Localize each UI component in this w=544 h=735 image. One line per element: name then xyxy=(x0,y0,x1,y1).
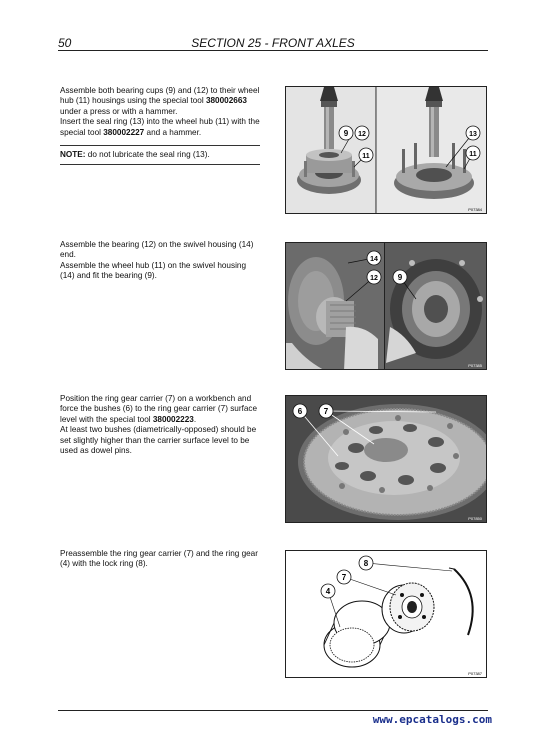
callout-7 xyxy=(319,404,333,418)
note-text: do not lubricate the seal ring (13). xyxy=(85,150,210,159)
instruction-paragraph xyxy=(60,86,260,117)
step-1-note xyxy=(60,150,260,160)
instruction-text: Insert the seal ring (13) into the wheel hub (11) with the special tool xyxy=(60,117,260,137)
figure-ring-gear-assembly xyxy=(285,550,487,678)
svg-text:11: 11 xyxy=(362,153,370,160)
section-title: SECTION 25 - FRONT AXLES xyxy=(191,36,355,50)
page-number: 50 xyxy=(58,36,72,50)
step-2-text xyxy=(60,240,260,282)
svg-text:7: 7 xyxy=(341,573,347,582)
instruction-text: Assemble the bearing (12) on the swivel housing (14) end. xyxy=(60,240,254,260)
svg-text:11: 11 xyxy=(469,151,477,158)
svg-text:4: 4 xyxy=(325,587,331,596)
svg-text:13: 13 xyxy=(469,131,477,138)
instruction-text: Position the ring gear carrier (7) on a workbench and force the bushes (6) to the ring gear carrier (7) surface level with the special tool xyxy=(60,394,258,424)
instruction-text: under a press or with a hammer. xyxy=(60,106,178,116)
svg-text:8: 8 xyxy=(363,559,369,568)
figure-ref-code: P07385 xyxy=(468,363,482,368)
instruction-paragraph xyxy=(60,117,260,138)
instruction-paragraph xyxy=(60,240,260,261)
callout-12 xyxy=(367,270,381,284)
svg-text:12: 12 xyxy=(358,131,366,138)
callout-7 xyxy=(337,570,351,584)
callout-6 xyxy=(293,404,307,418)
instruction-text: . xyxy=(193,414,197,424)
figure-wheel-hub xyxy=(285,242,487,370)
page-header xyxy=(58,36,488,50)
instruction-text: At least two bushes (diametrically-opposed) should be set slightly higher than the carrier surface level to be used as dowel pins. xyxy=(60,425,257,456)
step-1-text xyxy=(60,86,260,138)
note-label: NOTE: xyxy=(60,150,86,159)
instruction-paragraph xyxy=(60,425,260,456)
instruction-text: Assemble the wheel hub (11) on the swivel housing (14) and fit the bearing (9). xyxy=(60,260,246,281)
svg-text:14: 14 xyxy=(370,256,378,263)
tool-part-number: 380002227 xyxy=(103,127,145,137)
callout-12 xyxy=(355,126,369,140)
instruction-text: Assemble both bearing cups (9) and (12) to their wheel hub (11) housings using the special tool xyxy=(60,86,260,106)
figure-ref-code: P07387 xyxy=(468,671,482,676)
svg-text:7: 7 xyxy=(323,407,329,416)
svg-text:9: 9 xyxy=(397,273,403,282)
callout-14 xyxy=(367,251,381,265)
footer-website-link[interactable]: www.epcatalogs.com xyxy=(372,713,492,726)
figure-ring-gear-carrier xyxy=(285,395,487,523)
step-4-text xyxy=(60,549,260,570)
instruction-text: and a hammer. xyxy=(144,127,202,137)
figure-ref-code: P07384 xyxy=(468,207,482,212)
instruction-paragraph xyxy=(60,549,260,570)
callout-8 xyxy=(359,556,373,570)
instruction-text: Preassemble the ring gear carrier (7) and the ring gear (4) with the lock ring (8). xyxy=(60,549,258,569)
note-bottom-divider xyxy=(60,164,260,165)
svg-text:12: 12 xyxy=(370,275,378,282)
instruction-paragraph xyxy=(60,261,260,282)
svg-text:9: 9 xyxy=(343,129,349,138)
callout-13 xyxy=(466,126,480,140)
step-3-text xyxy=(60,394,260,456)
figure-ref-code: P07850 xyxy=(468,516,482,521)
callout-4 xyxy=(321,584,335,598)
footer-divider xyxy=(58,710,488,711)
figure-bearing-cups xyxy=(285,86,487,214)
callout-9 xyxy=(393,270,407,284)
instruction-paragraph xyxy=(60,394,260,425)
header-divider xyxy=(58,50,488,51)
tool-part-number: 380002663 xyxy=(205,96,247,106)
callout-11b xyxy=(466,146,480,160)
callout-9 xyxy=(339,126,353,140)
note-top-divider xyxy=(60,145,260,146)
svg-text:6: 6 xyxy=(297,407,303,416)
callout-11 xyxy=(359,148,373,162)
tool-part-number: 380002223 xyxy=(152,414,194,424)
